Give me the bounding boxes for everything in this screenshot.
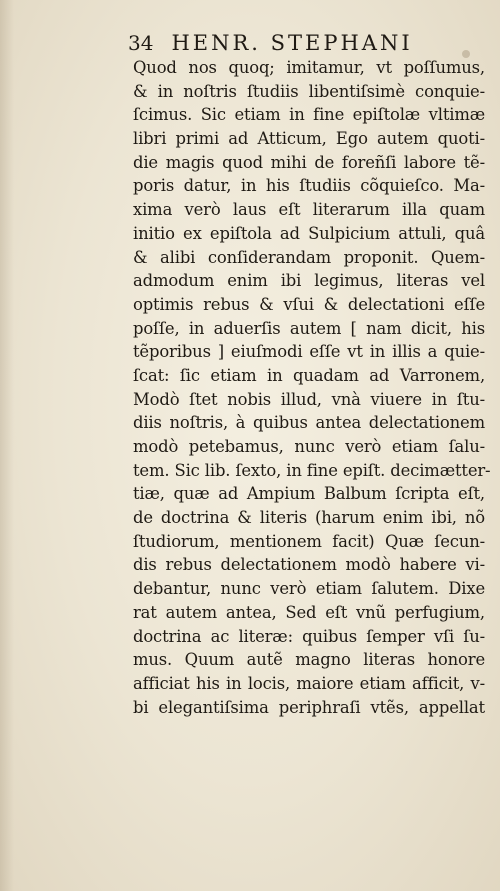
text-line: rat autem antea, Sed eſt vnũ perfugium, <box>133 602 485 622</box>
text-line: optimis rebus & vſui & delectationi eſſe <box>133 294 485 314</box>
text-line: die magis quod mihi de foreñſi labore tẽ- <box>133 152 485 172</box>
text-line: poris datur, in his ſtudiis cõquieſco. Ma- <box>133 176 485 196</box>
running-title: HENR. STEPHANI <box>171 31 413 55</box>
body-text <box>133 56 491 719</box>
text-line: Modò ſtet nobis illud, vnà viuere in ſtu- <box>133 389 485 409</box>
text-line: ſcimus. Sic etiam in fine epiſtolæ vltimæ <box>133 105 485 125</box>
text-line: modò petebamus, nunc verò etiam ſalu- <box>133 437 485 456</box>
text-line: libri primi ad Atticum, Ego autem quoti- <box>133 129 485 149</box>
text-line: dis rebus delectationem modò habere vi- <box>133 555 485 575</box>
page-number: 34 <box>128 31 154 55</box>
running-head <box>128 30 468 56</box>
text-line: tiæ, quæ ad Ampium Balbum ſcripta eſt, <box>133 484 485 504</box>
text-line: diis noſtris, à quibus antea delectationem <box>133 413 485 433</box>
text-line: poſſe, in aduerſis autem [ nam dicit, his <box>133 318 485 338</box>
text-line: debantur, nunc verò etiam ſalutem. Dixe <box>133 579 485 599</box>
text-line: & in noſtris ſtudiis libentiſsimè conquie- <box>133 81 485 101</box>
text-line: ſtudiorum, mentionem facit) Quæ ſecun- <box>133 531 485 551</box>
text-line: tẽporibus ] eiuſmodi eſſe vt in illis a quie- <box>133 342 485 362</box>
text-line: xima verò laus eſt literarum illa quam <box>133 200 485 220</box>
text-line: ſcat: ſic etiam in quadam ad Varronem, <box>133 365 485 385</box>
page-gutter-shadow <box>0 0 14 891</box>
text-line: doctrina ac literæ: quibus ſemper vſi ſu- <box>133 626 485 646</box>
text-line: de doctrina & literis (harum enim ibi, nõ <box>133 508 485 528</box>
text-line: bi elegantiſsima periphraſi vtẽs, appellat <box>133 697 485 717</box>
text-line: & alibi conſiderandam proponit. Quem- <box>133 247 485 267</box>
text-line: tem. Sic lib. ſexto, in fine epiſt. decimætter- <box>133 460 491 480</box>
text-line: Quod nos quoq; imitamur, vt poſſumus, <box>133 58 485 77</box>
text-line: afficiat his in locis, maiore etiam afficit, v- <box>133 673 485 693</box>
text-line: initio ex epiſtola ad Sulpicium attuli, quâ <box>133 223 485 243</box>
text-line: admodum enim ibi legimus, literas vel <box>133 271 485 291</box>
text-line: mus. Quum autẽ magno literas honore <box>133 650 485 670</box>
